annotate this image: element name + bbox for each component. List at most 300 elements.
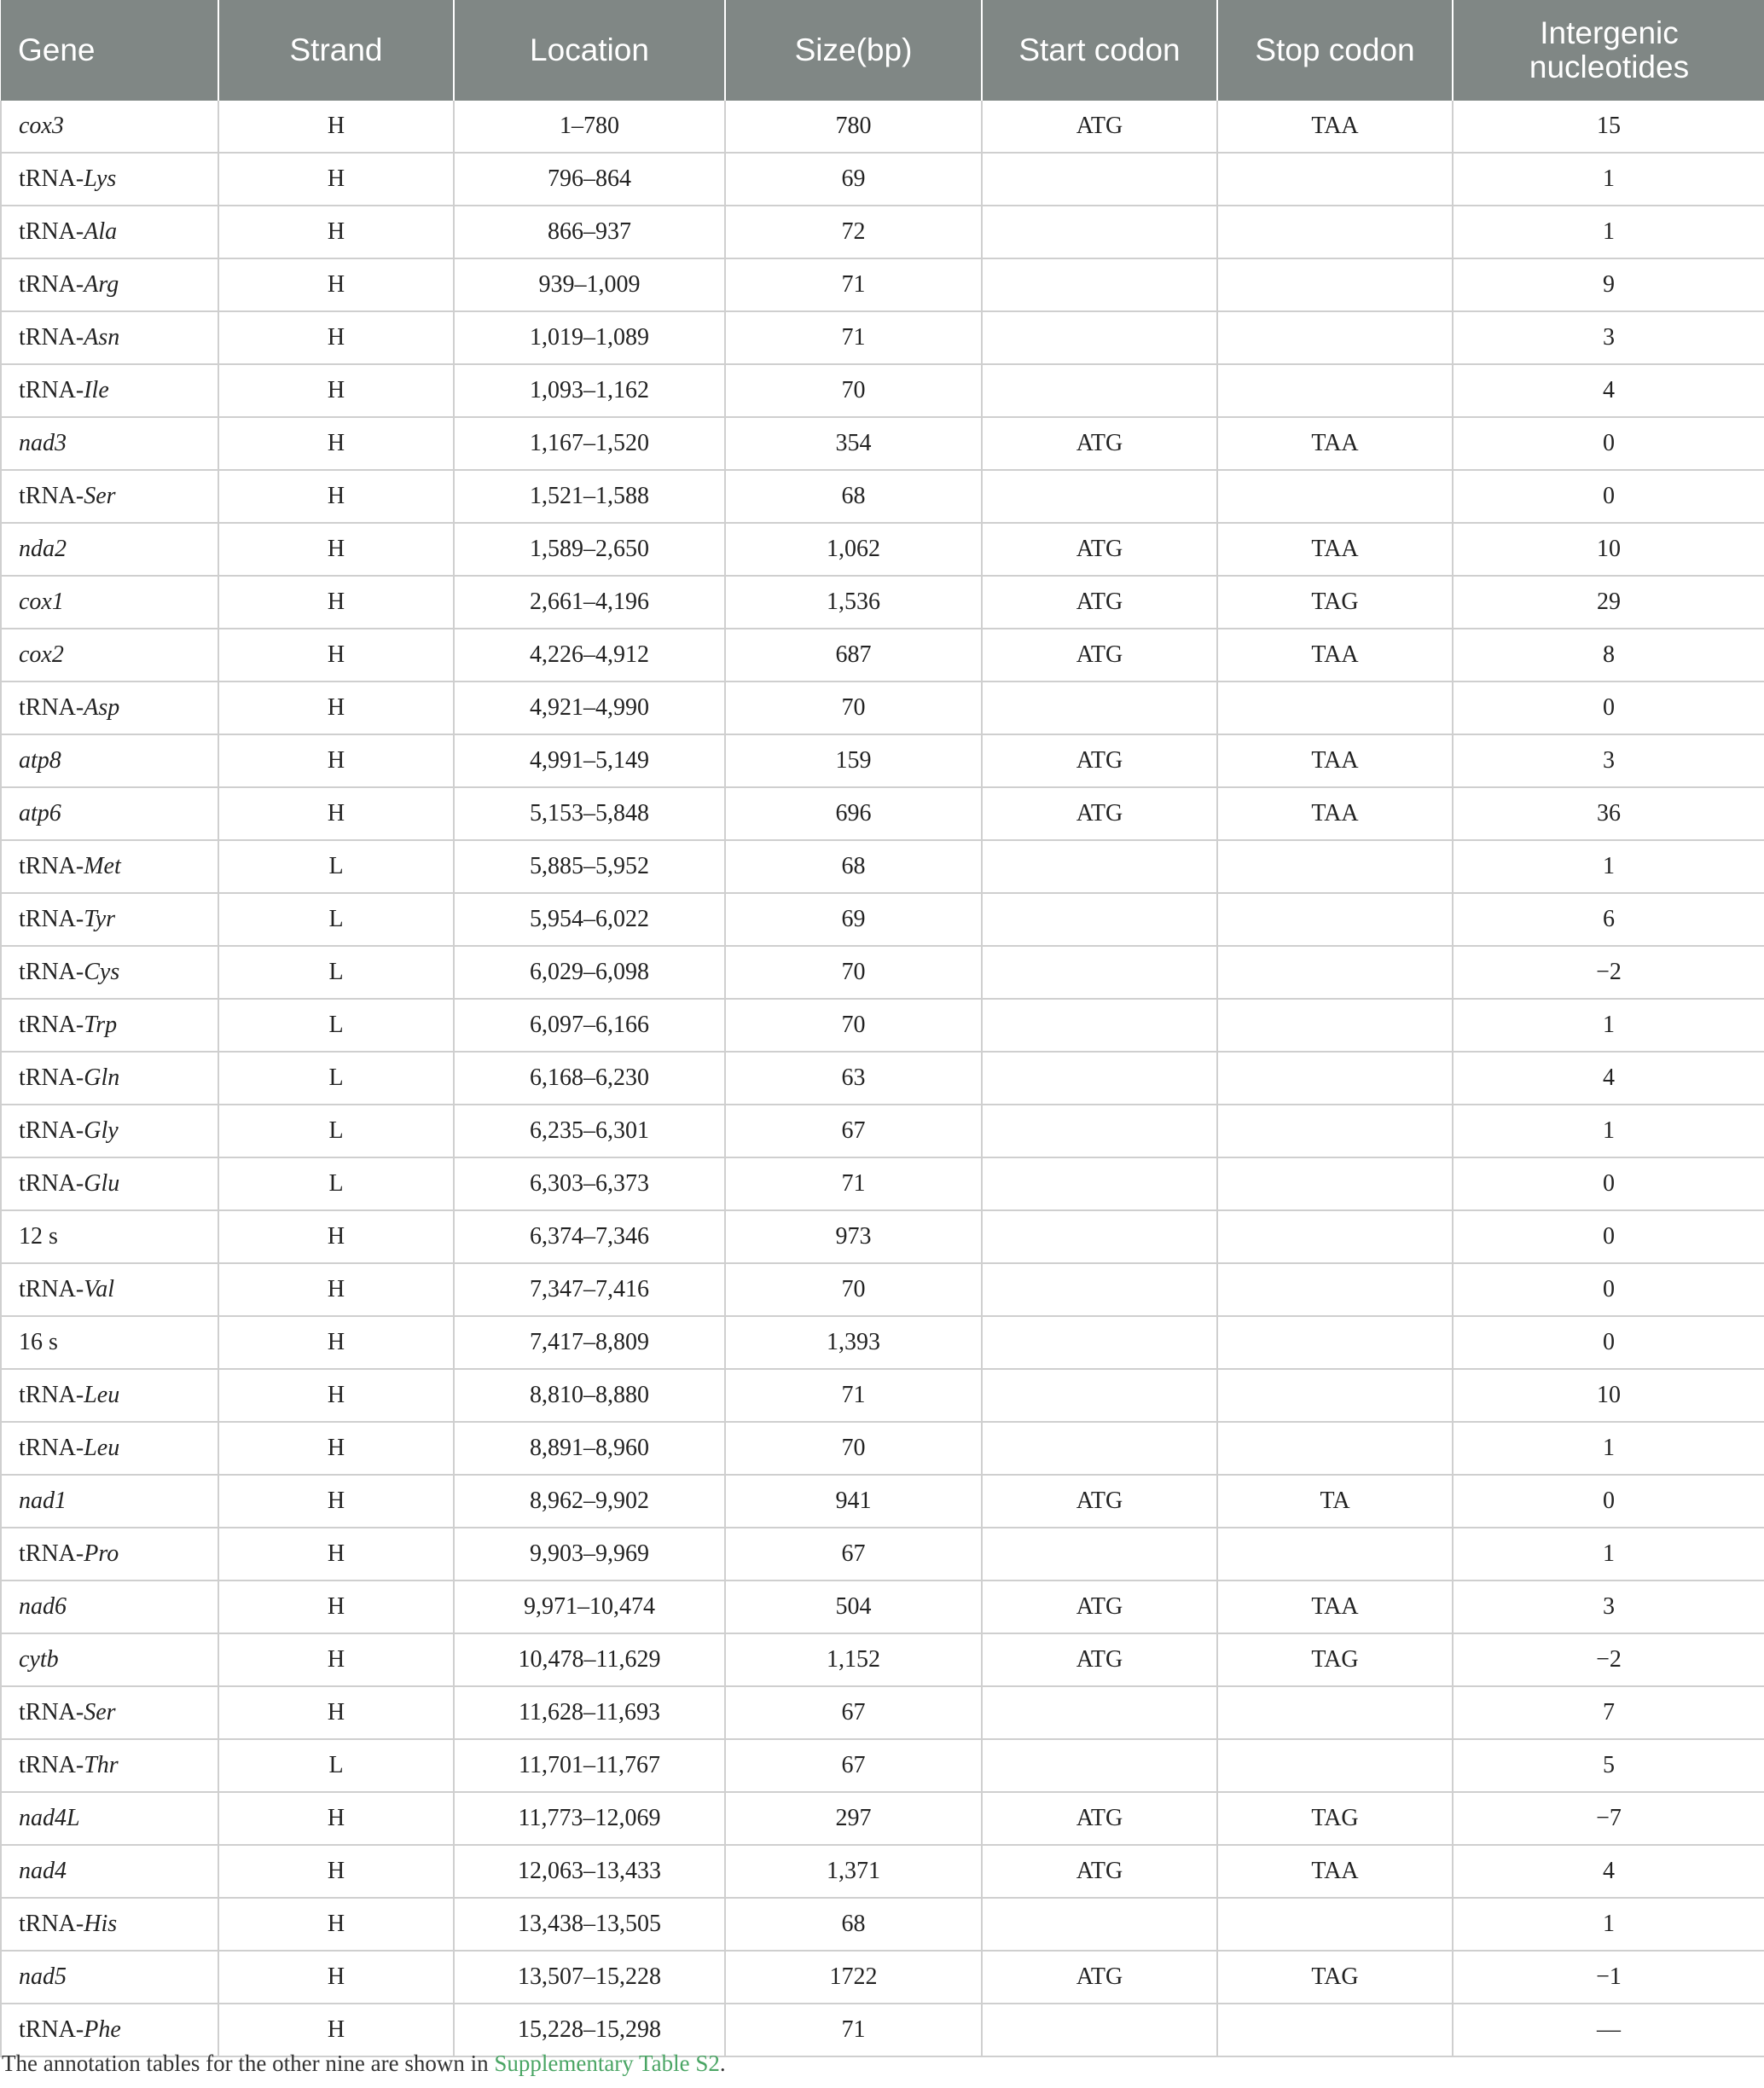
strand-cell: H — [218, 2004, 454, 2056]
location-cell: 6,168–6,230 — [454, 1052, 725, 1105]
table-row — [1, 893, 1764, 946]
gene-name: cox1 — [19, 589, 64, 615]
stop-codon-cell: TAG — [1217, 1951, 1453, 2004]
gene-cell — [1, 1422, 218, 1475]
stop-codon-cell — [1217, 1528, 1453, 1580]
table-row — [1, 629, 1764, 682]
gene-prefix: tRNA- — [19, 1064, 84, 1091]
intergenic-cell: 15 — [1453, 101, 1764, 153]
start-codon-cell — [982, 1528, 1217, 1580]
location-cell: 7,347–7,416 — [454, 1263, 725, 1316]
stop-codon-cell: TAA — [1217, 734, 1453, 787]
location-cell: 4,991–5,149 — [454, 734, 725, 787]
stop-codon-cell — [1217, 893, 1453, 946]
gene-cell — [1, 1528, 218, 1580]
table-row — [1, 1475, 1764, 1528]
strand-cell: H — [218, 787, 454, 840]
intergenic-cell: 8 — [1453, 629, 1764, 682]
strand-cell: L — [218, 1052, 454, 1105]
table-body — [1, 101, 1764, 2056]
gene-cell — [1, 682, 218, 734]
gene-cell — [1, 101, 218, 153]
gene-name: Gln — [84, 1064, 120, 1091]
gene-cell — [1, 1052, 218, 1105]
gene-cell — [1, 258, 218, 311]
intergenic-cell: 10 — [1453, 523, 1764, 576]
header-intergenic-nucleotides: Intergenic nucleotides — [1453, 0, 1764, 101]
gene-cell — [1, 1898, 218, 1951]
table-footnote — [2, 2050, 726, 2077]
intergenic-cell: 9 — [1453, 258, 1764, 311]
table-row — [1, 1528, 1764, 1580]
size-cell: 71 — [725, 1157, 982, 1210]
location-cell: 8,810–8,880 — [454, 1369, 725, 1422]
size-cell: 69 — [725, 893, 982, 946]
intergenic-cell: 1 — [1453, 999, 1764, 1052]
start-codon-cell — [982, 1105, 1217, 1157]
gene-name: Asn — [84, 324, 120, 351]
stop-codon-cell: TAG — [1217, 576, 1453, 629]
size-cell: 1,062 — [725, 523, 982, 576]
gene-name: Val — [84, 1276, 115, 1302]
table-row — [1, 840, 1764, 893]
header-start-codon: Start codon — [982, 0, 1217, 101]
stop-codon-cell — [1217, 1422, 1453, 1475]
intergenic-cell: — — [1453, 2004, 1764, 2056]
location-cell: 11,628–11,693 — [454, 1686, 725, 1739]
table-row — [1, 523, 1764, 576]
start-codon-cell — [982, 206, 1217, 258]
gene-name: nad1 — [19, 1488, 67, 1514]
stop-codon-cell — [1217, 206, 1453, 258]
size-cell: 354 — [725, 417, 982, 470]
table-row — [1, 1633, 1764, 1686]
gene-cell — [1, 2004, 218, 2056]
start-codon-cell — [982, 1369, 1217, 1422]
gene-name: Trp — [84, 1012, 118, 1038]
strand-cell: L — [218, 946, 454, 999]
start-codon-cell — [982, 1157, 1217, 1210]
intergenic-cell: 0 — [1453, 682, 1764, 734]
table-row — [1, 1263, 1764, 1316]
location-cell: 15,228–15,298 — [454, 2004, 725, 2056]
table-row — [1, 1422, 1764, 1475]
size-cell: 1,152 — [725, 1633, 982, 1686]
table-row — [1, 417, 1764, 470]
strand-cell: L — [218, 999, 454, 1052]
gene-cell — [1, 1792, 218, 1845]
stop-codon-cell — [1217, 946, 1453, 999]
gene-cell — [1, 1633, 218, 1686]
location-cell: 10,478–11,629 — [454, 1633, 725, 1686]
size-cell: 504 — [725, 1580, 982, 1633]
strand-cell: L — [218, 893, 454, 946]
location-cell: 1,521–1,588 — [454, 470, 725, 523]
gene-prefix: tRNA- — [19, 1699, 84, 1726]
gene-prefix: 12 s — [19, 1223, 58, 1250]
header-strand: Strand — [218, 0, 454, 101]
table-row — [1, 153, 1764, 206]
stop-codon-cell: TAG — [1217, 1633, 1453, 1686]
size-cell: 1,536 — [725, 576, 982, 629]
gene-prefix: tRNA- — [19, 853, 84, 879]
stop-codon-cell — [1217, 1739, 1453, 1792]
start-codon-cell — [982, 1263, 1217, 1316]
header-location: Location — [454, 0, 725, 101]
table-row — [1, 1316, 1764, 1369]
start-codon-cell — [982, 999, 1217, 1052]
table-row — [1, 311, 1764, 364]
table-row — [1, 206, 1764, 258]
size-cell: 941 — [725, 1475, 982, 1528]
gene-cell — [1, 470, 218, 523]
gene-cell — [1, 206, 218, 258]
gene-prefix: tRNA- — [19, 1435, 84, 1461]
intergenic-cell: 4 — [1453, 1052, 1764, 1105]
location-cell: 6,097–6,166 — [454, 999, 725, 1052]
gene-name: nad5 — [19, 1963, 67, 1990]
stop-codon-cell: TA — [1217, 1475, 1453, 1528]
location-cell: 1–780 — [454, 101, 725, 153]
gene-name: His — [84, 1911, 118, 1937]
intergenic-cell: 0 — [1453, 470, 1764, 523]
location-cell: 9,903–9,969 — [454, 1528, 725, 1580]
stop-codon-cell — [1217, 1105, 1453, 1157]
stop-codon-cell: TAA — [1217, 1845, 1453, 1898]
stop-codon-cell — [1217, 311, 1453, 364]
size-cell: 68 — [725, 1898, 982, 1951]
strand-cell: H — [218, 206, 454, 258]
size-cell: 67 — [725, 1528, 982, 1580]
size-cell: 1722 — [725, 1951, 982, 2004]
location-cell: 6,029–6,098 — [454, 946, 725, 999]
intergenic-cell: 10 — [1453, 1369, 1764, 1422]
stop-codon-cell — [1217, 1210, 1453, 1263]
strand-cell: H — [218, 1580, 454, 1633]
size-cell: 780 — [725, 101, 982, 153]
intergenic-cell: 0 — [1453, 1157, 1764, 1210]
gene-cell — [1, 629, 218, 682]
intergenic-cell: 5 — [1453, 1739, 1764, 1792]
gene-cell — [1, 1686, 218, 1739]
stop-codon-cell: TAA — [1217, 629, 1453, 682]
start-codon-cell: ATG — [982, 787, 1217, 840]
size-cell: 1,393 — [725, 1316, 982, 1369]
table-row — [1, 1210, 1764, 1263]
stop-codon-cell — [1217, 2004, 1453, 2056]
strand-cell: H — [218, 1369, 454, 1422]
header-stop-codon: Stop codon — [1217, 0, 1453, 101]
stop-codon-cell — [1217, 364, 1453, 417]
gene-cell — [1, 1951, 218, 2004]
location-cell: 13,438–13,505 — [454, 1898, 725, 1951]
size-cell: 70 — [725, 1422, 982, 1475]
table-row — [1, 1052, 1764, 1105]
start-codon-cell — [982, 470, 1217, 523]
strand-cell: H — [218, 153, 454, 206]
start-codon-cell: ATG — [982, 101, 1217, 153]
start-codon-cell — [982, 1898, 1217, 1951]
table-row — [1, 734, 1764, 787]
stop-codon-cell — [1217, 1316, 1453, 1369]
gene-name: Leu — [84, 1435, 120, 1461]
size-cell: 159 — [725, 734, 982, 787]
gene-prefix: tRNA- — [19, 1276, 84, 1302]
strand-cell: H — [218, 576, 454, 629]
gene-name: nad6 — [19, 1593, 67, 1620]
gene-cell — [1, 1263, 218, 1316]
size-cell: 68 — [725, 840, 982, 893]
intergenic-cell: 1 — [1453, 1105, 1764, 1157]
size-cell: 1,371 — [725, 1845, 982, 1898]
start-codon-cell: ATG — [982, 1633, 1217, 1686]
start-codon-cell — [982, 153, 1217, 206]
strand-cell: H — [218, 682, 454, 734]
table-row — [1, 470, 1764, 523]
start-codon-cell — [982, 1052, 1217, 1105]
strand-cell: H — [218, 1422, 454, 1475]
location-cell: 1,589–2,650 — [454, 523, 725, 576]
gene-cell — [1, 417, 218, 470]
strand-cell: H — [218, 470, 454, 523]
location-cell: 9,971–10,474 — [454, 1580, 725, 1633]
start-codon-cell: ATG — [982, 1475, 1217, 1528]
intergenic-cell: 1 — [1453, 840, 1764, 893]
size-cell: 687 — [725, 629, 982, 682]
start-codon-cell: ATG — [982, 629, 1217, 682]
start-codon-cell — [982, 893, 1217, 946]
size-cell: 69 — [725, 153, 982, 206]
stop-codon-cell — [1217, 470, 1453, 523]
strand-cell: H — [218, 629, 454, 682]
intergenic-cell: 0 — [1453, 417, 1764, 470]
gene-cell — [1, 1739, 218, 1792]
size-cell: 67 — [725, 1686, 982, 1739]
intergenic-cell: 4 — [1453, 1845, 1764, 1898]
location-cell: 8,891–8,960 — [454, 1422, 725, 1475]
gene-cell — [1, 1210, 218, 1263]
strand-cell: H — [218, 1316, 454, 1369]
location-cell: 1,019–1,089 — [454, 311, 725, 364]
intergenic-cell: 0 — [1453, 1263, 1764, 1316]
intergenic-cell: 1 — [1453, 206, 1764, 258]
gene-prefix: tRNA- — [19, 1382, 84, 1408]
gene-name: Cys — [84, 959, 120, 985]
stop-codon-cell — [1217, 1263, 1453, 1316]
stop-codon-cell: TAA — [1217, 1580, 1453, 1633]
strand-cell: H — [218, 101, 454, 153]
gene-cell — [1, 153, 218, 206]
gene-cell — [1, 734, 218, 787]
location-cell: 1,093–1,162 — [454, 364, 725, 417]
gene-prefix: tRNA- — [19, 2016, 84, 2043]
strand-cell: H — [218, 1528, 454, 1580]
intergenic-cell: −2 — [1453, 946, 1764, 999]
intergenic-cell: −2 — [1453, 1633, 1764, 1686]
size-cell: 70 — [725, 946, 982, 999]
intergenic-cell: 4 — [1453, 364, 1764, 417]
stop-codon-cell — [1217, 682, 1453, 734]
gene-name: Thr — [84, 1752, 119, 1778]
size-cell: 71 — [725, 311, 982, 364]
intergenic-cell: 3 — [1453, 1580, 1764, 1633]
location-cell: 12,063–13,433 — [454, 1845, 725, 1898]
strand-cell: H — [218, 1475, 454, 1528]
header-size: Size(bp) — [725, 0, 982, 101]
gene-cell — [1, 364, 218, 417]
intergenic-cell: 6 — [1453, 893, 1764, 946]
gene-prefix: tRNA- — [19, 1540, 84, 1567]
table-row — [1, 1369, 1764, 1422]
start-codon-cell — [982, 946, 1217, 999]
size-cell: 67 — [725, 1105, 982, 1157]
gene-cell — [1, 1369, 218, 1422]
location-cell: 7,417–8,809 — [454, 1316, 725, 1369]
intergenic-cell: 1 — [1453, 1422, 1764, 1475]
gene-name: cox3 — [19, 113, 64, 139]
start-codon-cell — [982, 1422, 1217, 1475]
table-row — [1, 1686, 1764, 1739]
table-row — [1, 1898, 1764, 1951]
gene-name: Ile — [84, 377, 109, 403]
gene-name: cytb — [19, 1646, 59, 1673]
strand-cell: L — [218, 840, 454, 893]
stop-codon-cell: TAA — [1217, 523, 1453, 576]
strand-cell: L — [218, 1105, 454, 1157]
strand-cell: H — [218, 417, 454, 470]
stop-codon-cell: TAG — [1217, 1792, 1453, 1845]
start-codon-cell: ATG — [982, 1792, 1217, 1845]
header-gene: Gene — [1, 0, 218, 101]
gene-prefix: tRNA- — [19, 1170, 84, 1197]
start-codon-cell — [982, 2004, 1217, 2056]
location-cell: 13,507–15,228 — [454, 1951, 725, 2004]
gene-cell — [1, 946, 218, 999]
gene-name: Arg — [84, 271, 119, 298]
start-codon-cell: ATG — [982, 523, 1217, 576]
table-row — [1, 576, 1764, 629]
stop-codon-cell — [1217, 1686, 1453, 1739]
gene-cell — [1, 787, 218, 840]
size-cell: 973 — [725, 1210, 982, 1263]
location-cell: 2,661–4,196 — [454, 576, 725, 629]
size-cell: 71 — [725, 2004, 982, 2056]
gene-prefix: tRNA- — [19, 271, 84, 298]
gene-cell — [1, 840, 218, 893]
size-cell: 68 — [725, 470, 982, 523]
location-cell: 4,226–4,912 — [454, 629, 725, 682]
strand-cell: H — [218, 258, 454, 311]
location-cell: 866–937 — [454, 206, 725, 258]
intergenic-cell: −1 — [1453, 1951, 1764, 2004]
intergenic-cell: 3 — [1453, 734, 1764, 787]
strand-cell: H — [218, 1898, 454, 1951]
table-row — [1, 999, 1764, 1052]
intergenic-cell: 0 — [1453, 1316, 1764, 1369]
size-cell: 696 — [725, 787, 982, 840]
table-row — [1, 2004, 1764, 2056]
location-cell: 6,374–7,346 — [454, 1210, 725, 1263]
stop-codon-cell: TAA — [1217, 101, 1453, 153]
gene-prefix: tRNA- — [19, 377, 84, 403]
supplementary-table-link[interactable]: Supplementary Table S2 — [494, 2050, 720, 2076]
size-cell: 70 — [725, 999, 982, 1052]
strand-cell: H — [218, 1951, 454, 2004]
intergenic-cell: 29 — [1453, 576, 1764, 629]
gene-name: nda2 — [19, 536, 67, 562]
location-cell: 1,167–1,520 — [454, 417, 725, 470]
gene-cell — [1, 999, 218, 1052]
size-cell: 70 — [725, 364, 982, 417]
start-codon-cell — [982, 840, 1217, 893]
gene-name: Ala — [84, 218, 118, 245]
gene-prefix: tRNA- — [19, 1117, 84, 1144]
footnote-end: . — [719, 2050, 726, 2076]
gene-name: Tyr — [84, 906, 116, 932]
gene-prefix: tRNA- — [19, 324, 84, 351]
gene-name: Ser — [84, 1699, 116, 1726]
gene-cell — [1, 1157, 218, 1210]
gene-cell — [1, 576, 218, 629]
footnote-text: The annotation tables for the other nine are shown in — [2, 2050, 495, 2076]
size-cell: 70 — [725, 1263, 982, 1316]
table-header-row — [1, 0, 1764, 101]
start-codon-cell — [982, 258, 1217, 311]
strand-cell: H — [218, 1845, 454, 1898]
gene-prefix: 16 s — [19, 1329, 58, 1355]
intergenic-cell: 0 — [1453, 1475, 1764, 1528]
strand-cell: H — [218, 1263, 454, 1316]
stop-codon-cell — [1217, 1369, 1453, 1422]
start-codon-cell: ATG — [982, 1951, 1217, 2004]
location-cell: 5,954–6,022 — [454, 893, 725, 946]
intergenic-cell: 1 — [1453, 1898, 1764, 1951]
gene-name: Pro — [84, 1540, 119, 1567]
strand-cell: H — [218, 364, 454, 417]
gene-name: Glu — [84, 1170, 120, 1197]
gene-prefix: tRNA- — [19, 218, 84, 245]
table-row — [1, 946, 1764, 999]
start-codon-cell — [982, 364, 1217, 417]
gene-name: Asp — [84, 694, 120, 721]
gene-name: nad4 — [19, 1858, 67, 1884]
intergenic-cell: −7 — [1453, 1792, 1764, 1845]
gene-prefix: tRNA- — [19, 1911, 84, 1937]
gene-cell — [1, 523, 218, 576]
location-cell: 11,701–11,767 — [454, 1739, 725, 1792]
stop-codon-cell: TAA — [1217, 417, 1453, 470]
location-cell: 5,885–5,952 — [454, 840, 725, 893]
gene-name: atp6 — [19, 800, 61, 826]
gene-name: Ser — [84, 483, 116, 509]
stop-codon-cell — [1217, 153, 1453, 206]
gene-name: Leu — [84, 1382, 120, 1408]
table-row — [1, 1105, 1764, 1157]
table-row — [1, 1739, 1764, 1792]
gene-cell — [1, 1316, 218, 1369]
strand-cell: H — [218, 1210, 454, 1263]
start-codon-cell: ATG — [982, 1845, 1217, 1898]
table-row — [1, 364, 1764, 417]
stop-codon-cell — [1217, 840, 1453, 893]
start-codon-cell — [982, 311, 1217, 364]
start-codon-cell — [982, 682, 1217, 734]
stop-codon-cell — [1217, 999, 1453, 1052]
strand-cell: H — [218, 311, 454, 364]
table-row — [1, 682, 1764, 734]
strand-cell: H — [218, 734, 454, 787]
intergenic-cell: 0 — [1453, 1210, 1764, 1263]
